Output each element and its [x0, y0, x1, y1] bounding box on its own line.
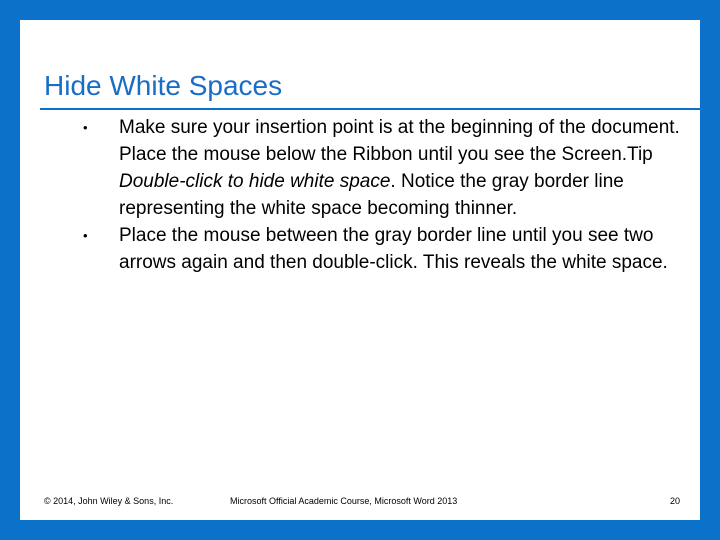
bullet-item: [20, 222, 700, 276]
bullet-item: [20, 114, 700, 222]
slide: [20, 20, 700, 520]
bullet-text-segment: Make sure your insertion point is at the beginning of the document. Place the mouse below the Ribbon until you see the Screen.Tip: [119, 117, 680, 165]
page-number: 20: [669, 496, 680, 506]
slide-title: Hide White Spaces: [44, 70, 283, 101]
bullet-list: [20, 114, 700, 276]
title-divider: [40, 108, 700, 110]
bullet-marker: •: [83, 228, 88, 243]
bullet-text-segment: Place the mouse between the gray border line until you see two arrows again and then double-click. This reveals the white space.: [119, 225, 668, 273]
footer-course-title: Microsoft Official Academic Course, Microsoft Word 2013: [230, 496, 458, 506]
bullet-text: [119, 114, 684, 222]
bullet-text-segment: . Notice the gray border line representing the white space becoming thinner.: [119, 171, 624, 219]
slide-footer: [20, 493, 700, 509]
bullet-text: [119, 222, 684, 276]
bullet-text-emphasis: Double-click to hide white space: [119, 171, 391, 192]
bullet-marker: •: [83, 120, 88, 135]
footer-copyright: © 2014, John Wiley & Sons, Inc.: [44, 496, 174, 506]
